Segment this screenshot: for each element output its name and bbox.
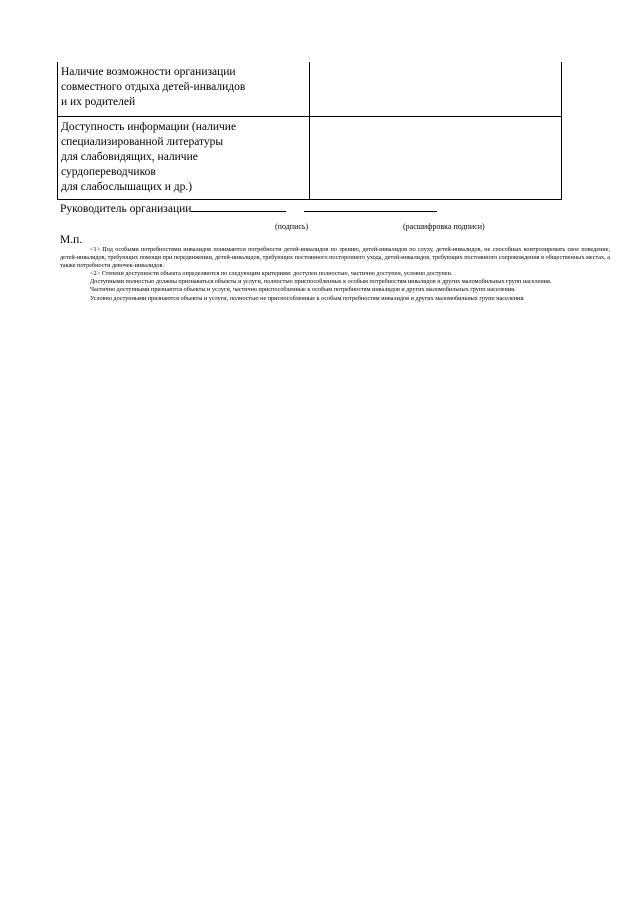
row-label: Доступность информации (наличие специализированной литературы для слабовидящих, наличие сурдопереводчиков для слабослышащих и др.) xyxy=(58,117,310,200)
footnotes xyxy=(60,246,610,303)
signature-label: Руководитель организации xyxy=(60,203,192,215)
row-value xyxy=(310,62,562,117)
decoding-blank xyxy=(304,201,437,212)
table-row xyxy=(58,62,562,117)
stamp-place: М.п. xyxy=(60,234,83,246)
footnote: Частично доступными признаются объекты и услуги, частично приспособленные к особым потребностям инвалидов и других маломобильных групп населения. xyxy=(90,286,516,294)
decoding-caption: (расшифровка подписи) xyxy=(403,222,485,231)
signature-caption: (подпись) xyxy=(275,222,309,231)
row-value xyxy=(310,117,562,200)
footnote: <1> Под особыми потребностями инвалидов понимаются потребности детей-инвалидов по зрению, детей-инвалидов по слуху, детей-инвалидов, не способных контролировать свое поведение, детей-инвалидов, требующих помощи при передвижении, детей-инвалидов, требующих постоянного постороннего ухода, детей-инвалидов, требующих постоянного сопровождения в общественных местах, а также потребности девочек-инвалидов. xyxy=(60,246,610,270)
signature-blank xyxy=(191,201,286,212)
footnote: Доступными полностью должны признаваться объекты и услуги, полностью приспособленные к особым потребностям инвалидов и других маломобильных групп населения. xyxy=(90,278,552,286)
footnote: <2> Степени доступности объекта определяются по следующим критериям: доступен полностью, частично доступен, условно доступен. xyxy=(90,270,453,278)
signature-line xyxy=(60,201,437,216)
footnote: Условно доступными признаются объекты и услуги, полностью не приспособленные к особым потребностям инвалидов и других маломобильных групп населения. xyxy=(90,294,525,302)
row-label: Наличие возможности организации совместного отдыха детей-инвалидов и их родителей xyxy=(58,62,310,117)
table-row xyxy=(58,117,562,200)
accessibility-table xyxy=(57,62,562,200)
